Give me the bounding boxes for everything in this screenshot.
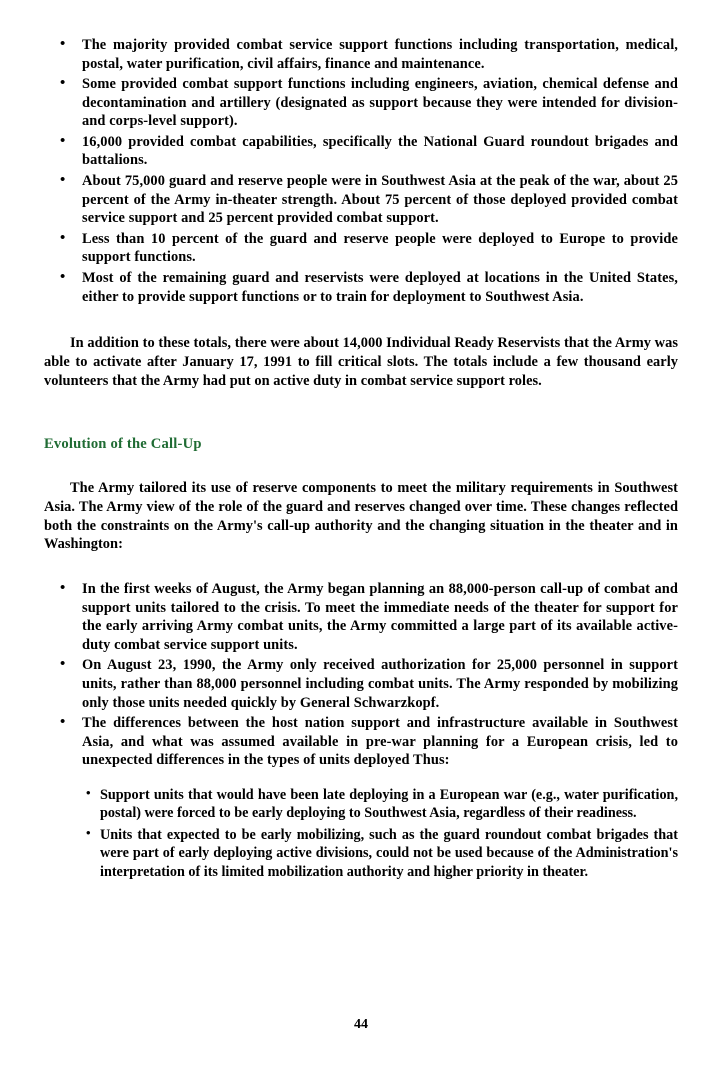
- list-item: • About 75,000 guard and reserve people were in Southwest Asia at the peak of the war, about 25 percent of the Army in-theater strength. About 75 percent of those deployed provided combat service support and 25 percent provided combat support.: [44, 172, 678, 228]
- list-item: • In the first weeks of August, the Army began planning an 88,000-person call-up of combat and support units tailored to the crisis. To meet the immediate needs of the theater for support for the early arriving Army combat units, the Army committed a large part of its available active-duty combat service support units.: [44, 580, 678, 654]
- spacer: [44, 453, 678, 479]
- page-content: [44, 36, 678, 881]
- spacer: [44, 554, 678, 580]
- top-bullet-list: [44, 36, 678, 306]
- list-item: • Units that expected to be early mobilizing, such as the guard roundout combat brigades that were part of early deploying active divisions, could not be used because of the Administration's interpretation of its limited mobilization authority and higher priority in theater.: [44, 826, 678, 881]
- list-item: • 16,000 provided combat capabilities, specifically the National Guard roundout brigades and battalions.: [44, 133, 678, 170]
- list-item: • The differences between the host nation support and infrastructure available in Southwest Asia, and what was assumed available in pre-war planning for a European crisis, led to unexpected differences in the types of units deployed Thus:: [44, 714, 678, 770]
- list-item: • Support units that would have been late deploying in a European war (e.g., water purification, postal) were forced to be early deploying to Southwest Asia, regardless of their readiness.: [44, 786, 678, 823]
- spacer: [44, 772, 678, 786]
- paragraph-intro: The Army tailored its use of reserve components to meet the military requirements in Southwest Asia. The Army view of the role of the guard and reserves changed over time. These changes reflected both the constraints on the Army's call-up authority and the changing situation in the theater and in Washington:: [44, 480, 678, 553]
- page-number: 44: [354, 1017, 368, 1032]
- spacer: [44, 308, 678, 334]
- list-item: • Most of the remaining guard and reservists were deployed at locations in the United States, either to provide support functions or to train for deployment to Southwest Asia.: [44, 269, 678, 306]
- paragraph-totals: In addition to these totals, there were about 14,000 Individual Ready Reservists that the Army was able to activate after January 17, 1991 to fill critical slots. The totals include a few thousand early volunteers that the Army had put on active duty in combat service support roles.: [44, 335, 678, 389]
- list-item: • Some provided combat support functions including engineers, aviation, chemical defense and decontamination and artillery (designated as support because they were intended for division- and corps-level support).: [44, 75, 678, 131]
- list-item: • On August 23, 1990, the Army only received authorization for 25,000 personnel in support units, rather than 88,000 personnel including combat units. The Army responded by mobilizing only those units needed quickly by General Schwarzkopf.: [44, 656, 678, 712]
- sub-bullet-list: [44, 786, 678, 881]
- spacer: [44, 390, 678, 436]
- list-item: • Less than 10 percent of the guard and reserve people were deployed to Europe to provide support functions.: [44, 230, 678, 267]
- section-heading: Evolution of the Call-Up: [44, 436, 202, 453]
- call-up-bullet-list: [44, 580, 678, 770]
- list-item: • The majority provided combat service support functions including transportation, medical, postal, water purification, civil affairs, finance and maintenance.: [44, 36, 678, 73]
